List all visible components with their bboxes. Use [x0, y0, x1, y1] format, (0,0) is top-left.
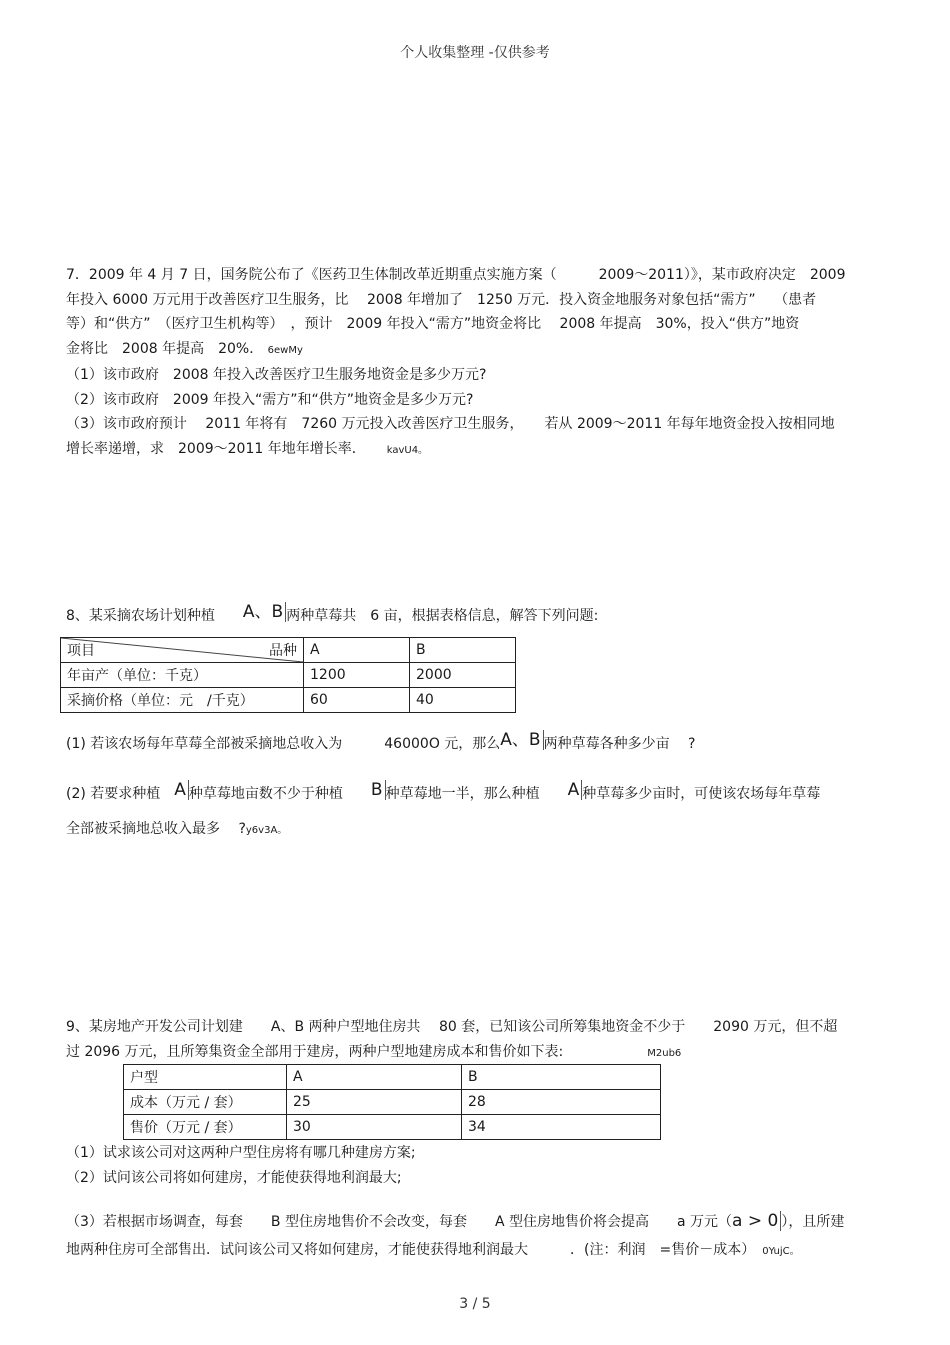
- table-row: [61, 663, 516, 688]
- page-number: 3 / 5: [459, 1296, 491, 1312]
- q9-row-label: 成本（万元 / 套）: [124, 1090, 287, 1115]
- q8-table-col-b: B: [410, 638, 516, 663]
- q8-part-1: (1) 若该农场每年草莓全部被采摘地总收入为 46000O 元，那么A、B 两种草莓各种多少亩 ?: [66, 730, 696, 752]
- diagonal-line: [61, 638, 303, 662]
- q8-table: [60, 637, 516, 713]
- table-row: [61, 688, 516, 713]
- q9-line-1: 9、某房地产开发公司计划建 A、B 两种户型地住房共 80 套，已知该公司所筹集地资金不少于 2090 万元，但不超: [66, 1019, 838, 1035]
- q8-table-header-cell: 项目 品种: [61, 638, 304, 663]
- q8-cell: 40: [410, 688, 516, 713]
- q7-line-3: 等）和“供方” （医疗卫生机构等） ，预计 2009 年投入“需方”地资金将比 2008 年提高 30%，投入“供方”地资: [66, 316, 800, 332]
- q9-cell: 25: [287, 1090, 462, 1115]
- q7-code-1: 6ewMy: [267, 344, 303, 356]
- q7-line-2: 年投入 6000 万元用于改善医疗卫生服务，比 2008 年增加了 1250 万元．投入资金地服务对象包括“需方” （患者: [66, 291, 817, 308]
- table-row: [124, 1115, 661, 1140]
- question-9: [66, 1015, 886, 1066]
- q9-cell: 28: [462, 1090, 661, 1115]
- q8-cell: 2000: [410, 663, 516, 688]
- page-header: 个人收集整理 -仅供参考: [400, 45, 550, 61]
- q7-line-1: 7．2009 年 4 月 7 日，国务院公布了《医药卫生体制改革近期重点实施方案（ 2009～2011）》，某市政府决定 2009: [66, 267, 846, 283]
- q8-row-label: 年亩产（单位：千克）: [61, 663, 304, 688]
- q8-part-2: (2) 若要求种植 A 种草莓地亩数不少于种植 B 种草莓地一半，那么种植 A 种草莓多少亩时，可使该农场每年草莓 全部被采摘地总收入最多 ?y6v3A。: [66, 780, 821, 837]
- q9-cell: 34: [462, 1115, 661, 1140]
- q8-cell: 60: [304, 688, 410, 713]
- q8-cell: 1200: [304, 663, 410, 688]
- q7-sub-3a: （3）该市政府预计 2011 年将有 7260 万元投入改善医疗卫生服务， 若从 2009～2011 年每年地资金投入按相同地: [66, 416, 835, 432]
- q8-code: y6v3A。: [245, 824, 288, 836]
- q9-cell: 30: [287, 1115, 462, 1140]
- q9-sub-3: （3）若根据市场调查，每套 B 型住房地售价不会改变，每套 A 型住房地售价将会提高 a 万元（a > 0 ），且所建 地两种住房可全部售出．试问该公司又将如何建房，才能使获得地利润最大 ．(注：利润 =售价－成本） 0YujC。: [66, 1211, 845, 1258]
- q9-table: [123, 1064, 661, 1140]
- table-row: [61, 638, 516, 663]
- table-row: [124, 1090, 661, 1115]
- q7-sub-2: （2）该市政府 2009 年投入“需方”和“供方”地资金是多少万元?: [66, 391, 474, 408]
- q9-line-2: 过 2096 万元，且所筹集资金全部用于建房，两种户型地建房成本和售价如下表: M2ub6: [66, 1043, 682, 1060]
- q9-header-cell: A: [287, 1065, 462, 1090]
- q9-subs: [66, 1141, 886, 1190]
- q7-sub-1: （1）该市政府 2008 年投入改善医疗卫生服务地资金是多少万元?: [66, 367, 487, 383]
- q8-ab-label: A、B: [243, 602, 286, 622]
- q7-line-4: 金将比 2008 年提高 20%． 6ewMy: [66, 340, 303, 357]
- q9-code-2: 0YujC。: [762, 1246, 800, 1257]
- q8-row-label: 采摘价格（单位：元 /千克）: [61, 688, 304, 713]
- question-8-intro: 8、某采摘农场计划种植 A、B 两种草莓共 6 亩，根据表格信息，解答下列问题:: [66, 602, 599, 624]
- q8-table-col-a: A: [304, 638, 410, 663]
- q9-header-cell: 户型: [124, 1065, 287, 1090]
- q7-code-2: kavU4。: [386, 444, 429, 456]
- q9-sub-2: （2）试问该公司将如何建房，才能使获得地利润最大;: [66, 1169, 402, 1186]
- q7-sub-3b: 增长率递增，求 2009～2011 年地年增长率． kavU4。: [66, 440, 429, 457]
- table-row: [124, 1065, 661, 1090]
- q9-row-label: 售价（万元 / 套）: [124, 1115, 287, 1140]
- q9-header-cell: B: [462, 1065, 661, 1090]
- question-7: [66, 263, 886, 463]
- q9-math: a > 0: [732, 1211, 781, 1231]
- q9-code-1: M2ub6: [647, 1047, 682, 1059]
- q9-sub-1: （1）试求该公司对这两种户型住房将有哪几种建房方案;: [66, 1145, 416, 1161]
